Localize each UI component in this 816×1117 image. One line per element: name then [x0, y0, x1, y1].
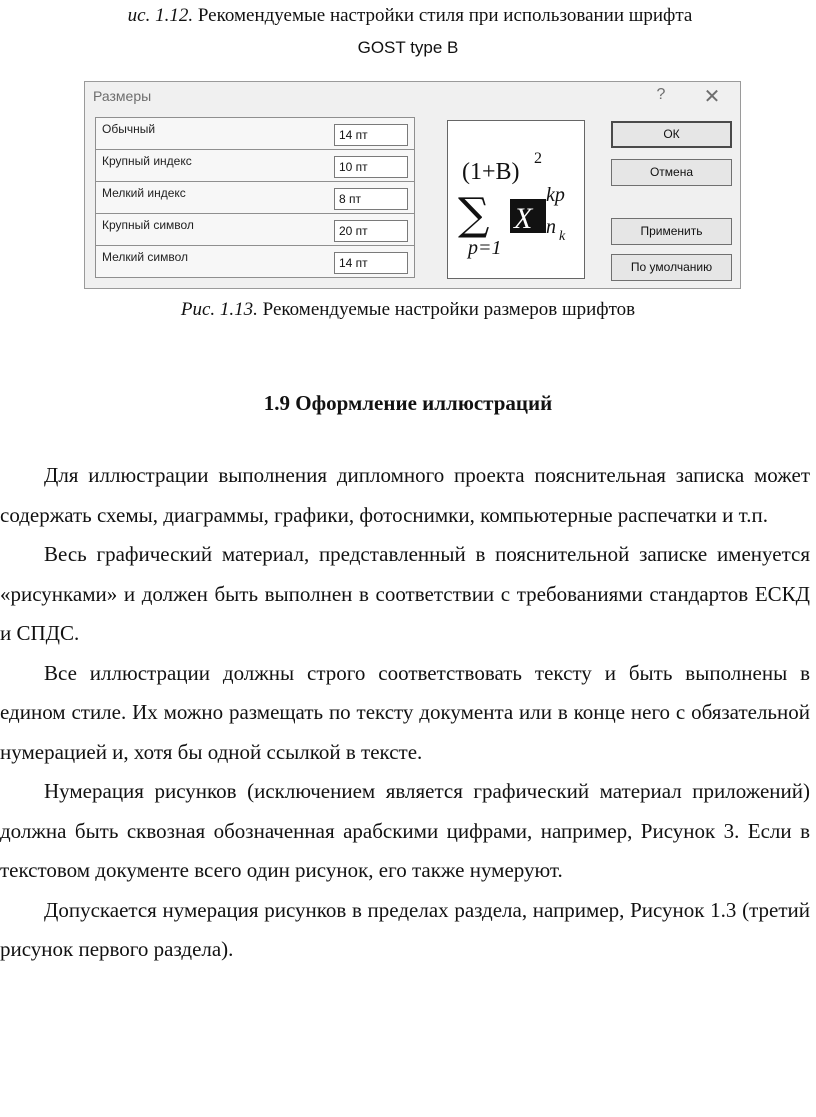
size-row-label: Мелкий индекс	[102, 186, 186, 200]
top-figure-caption	[30, 0, 790, 32]
formula-superscript: kp	[546, 184, 565, 206]
close-icon[interactable]: ✕	[703, 86, 721, 108]
paragraph: Нумерация рисунков (исключением является графический материал приложений) должна быть сквозная обозначенная арабскими цифрами, например, Рисунок 3. Если в текстовом документе всего один рисунок, его также нумеруют.	[0, 779, 810, 882]
figure-caption-text: Рекомендуемые настройки размеров шрифтов	[262, 299, 636, 320]
formula-sub-subscript: k	[559, 229, 566, 244]
formula-lower-limit: p=1	[468, 237, 502, 259]
top-caption-text: Рекомендуемые настройки стиля при использовании шрифта	[197, 5, 693, 26]
size-row-label: Мелкий символ	[102, 250, 189, 264]
paragraph: Для иллюстрации выполнения дипломного проекта пояснительная записка может содержать схемы, диаграммы, графики, фотоснимки, компьютерные распечатки и т.п.	[0, 463, 810, 527]
size-row-label: Крупный символ	[102, 218, 194, 232]
dialog-title: Размеры	[93, 88, 152, 104]
top-caption-number: ис. 1.12.	[127, 5, 194, 26]
body-text	[0, 456, 810, 970]
apply-button[interactable]: Применить	[611, 218, 732, 245]
ok-button[interactable]: ОК	[611, 121, 732, 148]
size-row-small-index	[95, 181, 415, 213]
size-row-large-symbol	[95, 213, 415, 245]
section-heading: 1.9 Оформление иллюстраций	[263, 391, 553, 415]
sizes-dialog	[84, 81, 741, 289]
formula-numerator-exponent: 2	[534, 150, 542, 167]
paragraph: Весь графический материал, представленный в пояснительной записке именуется «рисунками» и должен быть выполнен в соответствии с требованиями стандартов ЕСКД и СПДС.	[0, 542, 810, 645]
size-input-small-index[interactable]	[334, 188, 408, 210]
formula-variable: X	[514, 202, 533, 235]
formula-preview-svg	[448, 121, 584, 278]
top-caption-font-name: GOST type B	[357, 38, 459, 57]
size-input-small-symbol[interactable]	[334, 252, 408, 274]
sum-symbol: ∑	[458, 189, 490, 240]
size-row-label: Крупный индекс	[102, 154, 192, 168]
size-settings-list	[95, 117, 415, 278]
size-input-large-symbol[interactable]	[334, 220, 408, 242]
size-row-normal	[95, 117, 415, 149]
size-row-label: Обычный	[102, 122, 156, 136]
formula-numerator: (1+B)	[462, 159, 520, 185]
figure-caption	[0, 295, 816, 325]
size-row-large-index	[95, 149, 415, 181]
paragraph: Все иллюстрации должны строго соответствовать тексту и быть выполнены в едином стиле. Их можно размещать по тексту документа или в конце него с обязательной нумерацией и, хотя бы одной ссылкой в тексте.	[0, 660, 810, 764]
help-icon[interactable]: ?	[656, 86, 666, 103]
cancel-button[interactable]: Отмена	[611, 159, 732, 186]
figure-caption-number: Рис. 1.13.	[180, 299, 258, 320]
size-input-normal[interactable]	[334, 124, 408, 146]
formula-preview	[447, 120, 585, 279]
paragraph: Допускается нумерация рисунков в пределах раздела, например, Рисунок 1.3 (третий рисунок первого раздела).	[0, 897, 810, 961]
default-button[interactable]: По умолчанию	[611, 254, 732, 281]
size-input-large-index[interactable]	[334, 156, 408, 178]
size-row-small-symbol	[95, 245, 415, 278]
formula-subscript: n	[546, 216, 556, 238]
